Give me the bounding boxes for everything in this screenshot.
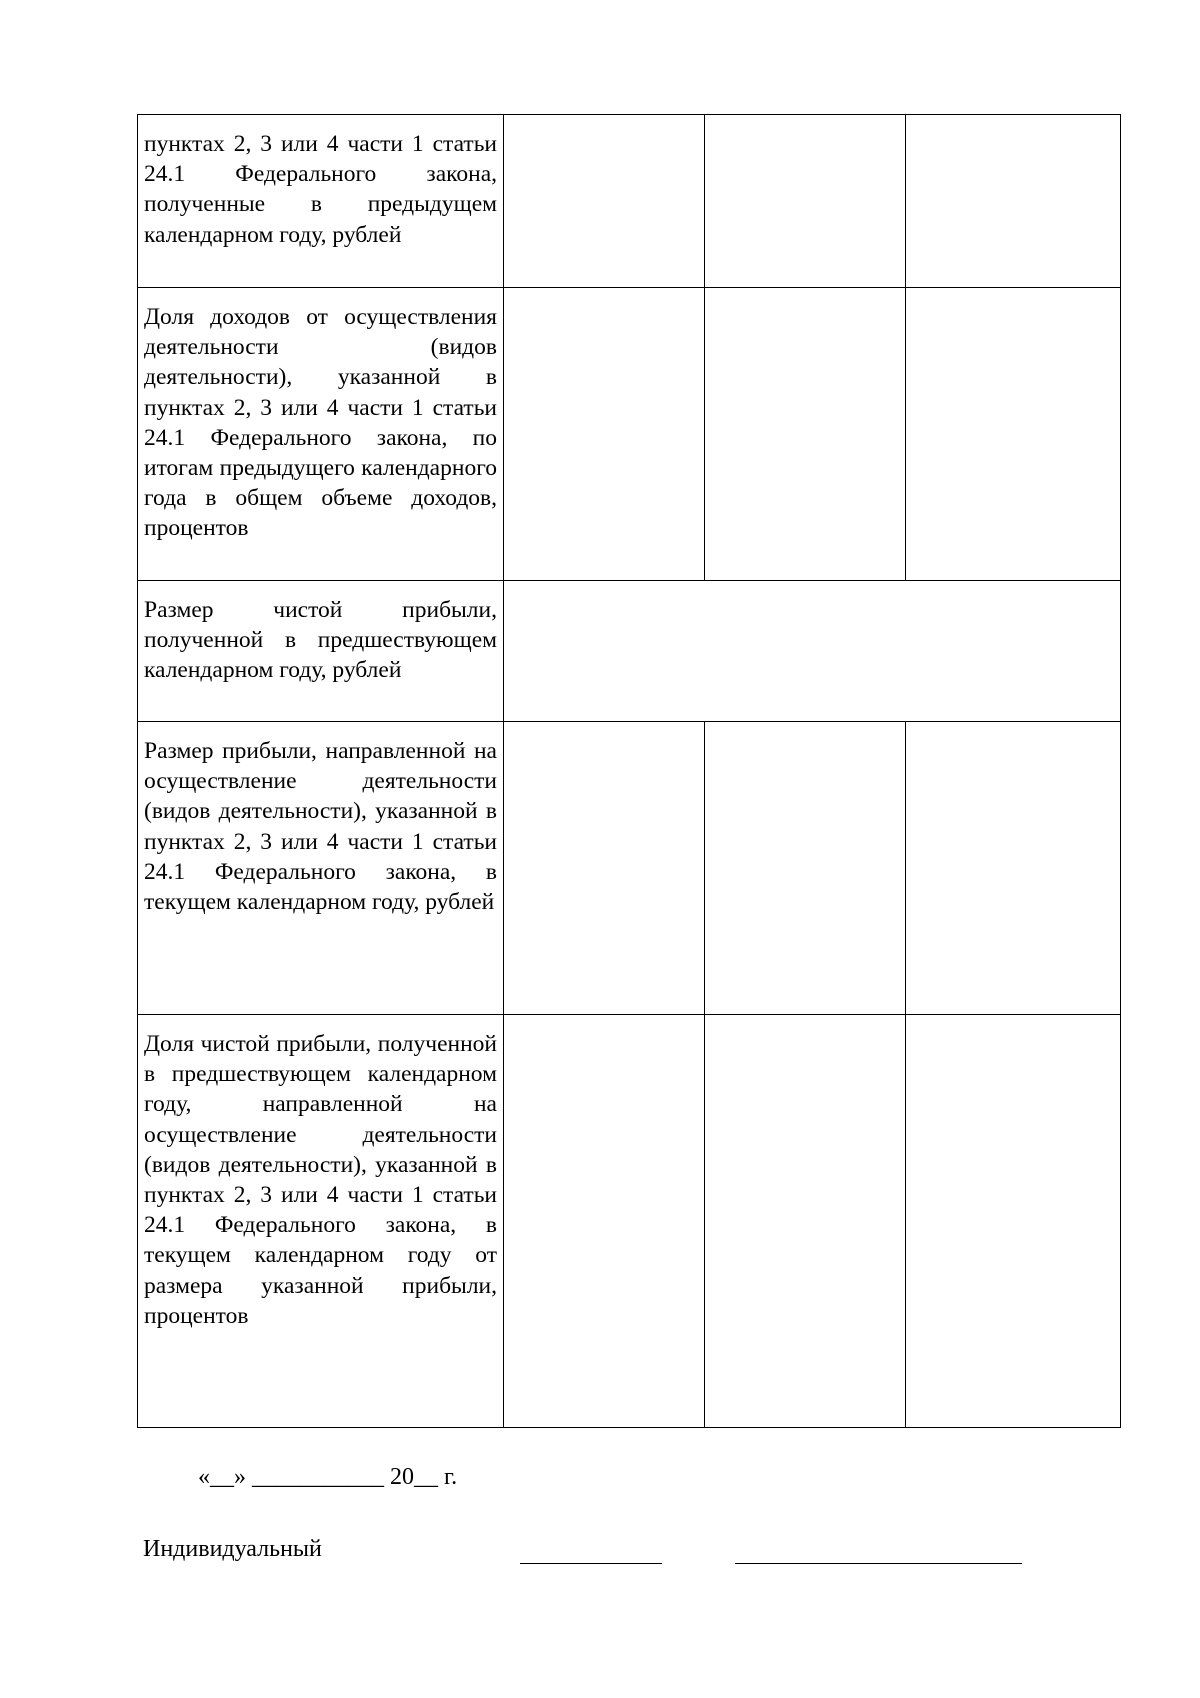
date-line: «__» ___________ 20__ г.	[198, 1464, 458, 1490]
signer-label: Индивидуальный	[143, 1536, 322, 1562]
value-cell	[906, 288, 1121, 581]
table-row	[138, 288, 1121, 581]
signature-line	[520, 1563, 662, 1564]
value-cell	[504, 115, 705, 288]
table-row	[138, 581, 1121, 722]
row-label: Размер прибыли, направленной на осуществление деятельности (видов деятельности), указанной в пунктах 2, 3 или 4 части 1 статьи 24.1 Федерального закона, в текущем календарном году, рублей	[144, 738, 497, 916]
table-row	[138, 722, 1121, 1015]
value-cell	[906, 722, 1121, 1015]
report-table	[137, 114, 1121, 1428]
merged-value-cell	[504, 581, 1121, 722]
value-cell	[705, 1015, 906, 1428]
value-cell	[504, 722, 705, 1015]
row-label: Размер чистой прибыли, полученной в предшествующем календарном году, рублей	[144, 597, 497, 684]
row-label: пунктах 2, 3 или 4 части 1 статьи 24.1 Федерального закона, полученные в предыдущем календарном году, рублей	[144, 131, 497, 248]
value-cell	[504, 288, 705, 581]
value-cell	[705, 722, 906, 1015]
row-label-cell	[138, 581, 504, 722]
row-label-cell	[138, 115, 504, 288]
value-cell	[705, 288, 906, 581]
row-label: Доля доходов от осуществления деятельности (видов деятельности), указанной в пунктах 2, 3 или 4 части 1 статьи 24.1 Федерального закона, по итогам предыдущего календарного года в общем объеме доходов, процентов	[144, 304, 497, 542]
value-cell	[906, 115, 1121, 288]
table-row	[138, 1015, 1121, 1428]
value-cell	[705, 115, 906, 288]
row-label-cell	[138, 722, 504, 1015]
value-cell	[504, 1015, 705, 1428]
table-row	[138, 115, 1121, 288]
row-label-cell	[138, 1015, 504, 1428]
name-line	[735, 1563, 1022, 1564]
row-label-cell	[138, 288, 504, 581]
value-cell	[906, 1015, 1121, 1428]
row-label: Доля чистой прибыли, полученной в предшествующем календарном году, направленной на осуществление деятельности (видов деятельности), указанной в пунктах 2, 3 или 4 части 1 статьи 24.1 Федерального закона, в текущем календарном году от размера указанной прибыли, процентов	[144, 1031, 497, 1329]
